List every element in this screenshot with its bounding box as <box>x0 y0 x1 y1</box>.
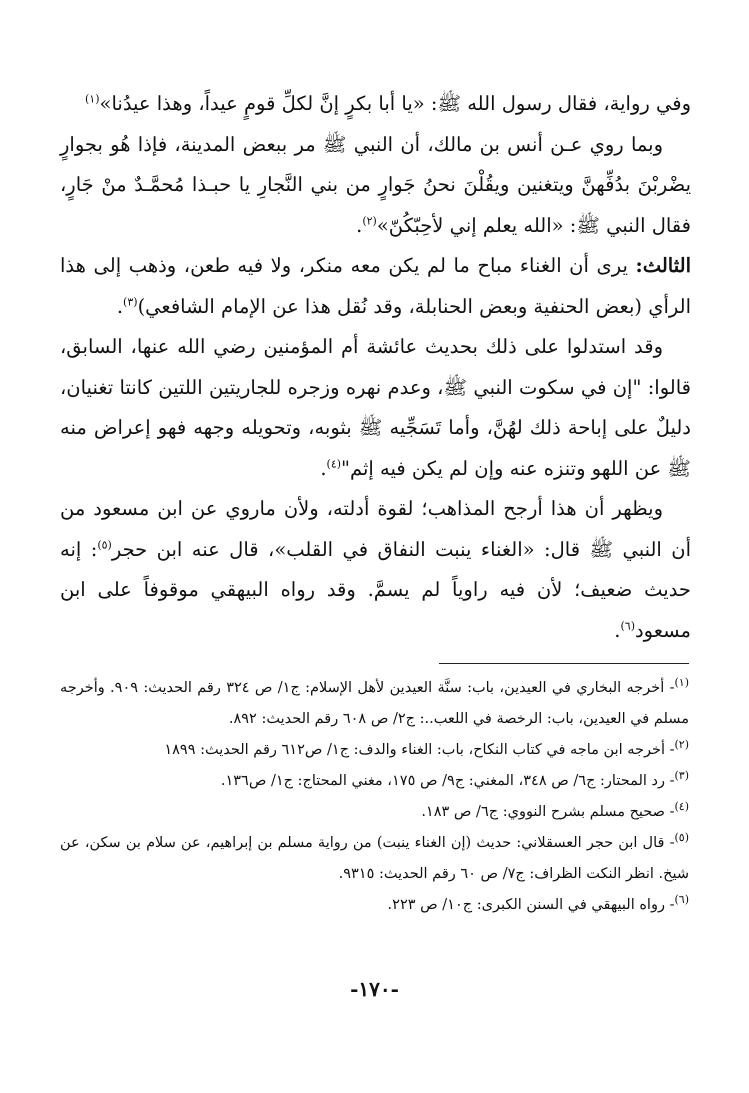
footnote-ref: (٥) <box>97 538 112 551</box>
footnote: $^{(٢)}$- أخرجه ابن ماجه في كتاب النكاح، باب: الغناء والدف: ج١/ ص٦١٢ رقم الحديث: ١٨٩٩ <box>164 738 689 758</box>
footnote-ref: (١) <box>85 92 100 106</box>
footnote-ref: (٦) <box>620 619 635 632</box>
footnote-divider <box>439 663 689 664</box>
footnote: $^{(٦)}$- رواه البيهقي في السنن الكبرى: ج١٠/ ص ٢٢٣. <box>387 893 689 913</box>
footnote-ref: (٤) <box>326 457 342 470</box>
paragraph-3: الثالث: يرى أن الغناء مباح ما لم يكن معه منكر، ولا فيه طعن، وذهب إلى هذا الرأي (بعض الحنفية وبعض الحنابلة، وقد نُقل هذا عن الإمام الشافعي)$^{(٣)}$. <box>60 254 691 318</box>
paragraph-1: وفي رواية، فقال رسول الله ﷺ: «يا أبا بكرٍ إنَّ لكلِّ قومٍ عيداً، وهذا عيدُنا»$^{(١)}$ <box>85 92 691 115</box>
paragraph-4: وقد استدلوا على ذلك بحديث عائشة أم المؤمنين رضي الله عنها، السابق، قالوا: "إن في سكوت النبي ﷺ، وعدم نهره وزجره للجاريتين اللتين كانتا تغنيان، دليلٌ على إباحة ذلك لهُنَّ، وأما تَسَجِّيه ﷺ بثوبه، وتحويله وجهه فهو إعراض منه ﷺ عن اللهو وتنزه عنه وإن لم يكن فيه إثم"$^{(٤)}$. <box>60 335 691 480</box>
paragraph-5: ويظهر أن هذا أرجح المذاهب؛ لقوة أدلته، ولأن ماروي عن ابن مسعود من أن النبي ﷺ قال: «الغناء ينبت النفاق في القلب»، قال عنه ابن حجر$^{(٥)}$: إنه حديث ضعيف؛ لأن فيه راوياً لم يسمَّ. وقد رواه البيهقي موقوفاً على ابن مسعود$^{(٦)}$. <box>60 497 691 642</box>
body-text <box>60 84 691 651</box>
page-number: -١٧٠- <box>350 977 399 1001</box>
footnote: $^{(٥)}$- قال ابن حجر العسقلاني: حديث (إن الغناء ينبت) من رواية مسلم بن إبراهيم، عن سلام بن سكن، عن شيخ. انظر النكت الظراف: ج٧/ ص ٦٠ رقم الحديث: ٩٣١٥. <box>60 831 689 882</box>
footnote: $^{(١)}$- أخرجه البخاري في العيدين، باب: سنَّة العيدين لأهل الإسلام: ج١/ ص ٣٢٤ رقم الحديث: ٩٠٩. وأخرجه مسلم في العيدين، باب: الرخصة في اللعب..: ج٢/ ص ٦٠٨ رقم الحديث: ٨٩٢. <box>60 676 689 727</box>
section-lead: الثالث: <box>635 254 691 277</box>
footnote-ref: (٢) <box>362 214 377 227</box>
footnotes <box>60 673 689 921</box>
footnote: $^{(٤)}$- صحيح مسلم بشرح النووي: ج٦/ ص ١٨٣. <box>421 800 689 820</box>
paragraph-2: وبما روي عـن أنس بن مالك، أن النبي ﷺ مر ببعض المدينة، فإذا هُو بجوارٍ يضْربْنَ بدُفِّهنَّ ويتغنين ويقُلْنَ نحنُ جَوارٍ من بني النَّجارِ يا حبـذا مُحمَّـدٌ منْ جَارٍ، فقال النبي ﷺ: «الله يعلم إني لأحِبّكُنّ»$^{(٢)}$. <box>60 132 691 237</box>
footnote: $^{(٣)}$- رد المحتار: ج٦/ ص ٣٤٨، المغني: ج٩/ ص ١٧٥، مغني المحتاج: ج١/ ص١٣٦. <box>220 769 689 789</box>
footnote-ref: (٣) <box>123 295 138 308</box>
